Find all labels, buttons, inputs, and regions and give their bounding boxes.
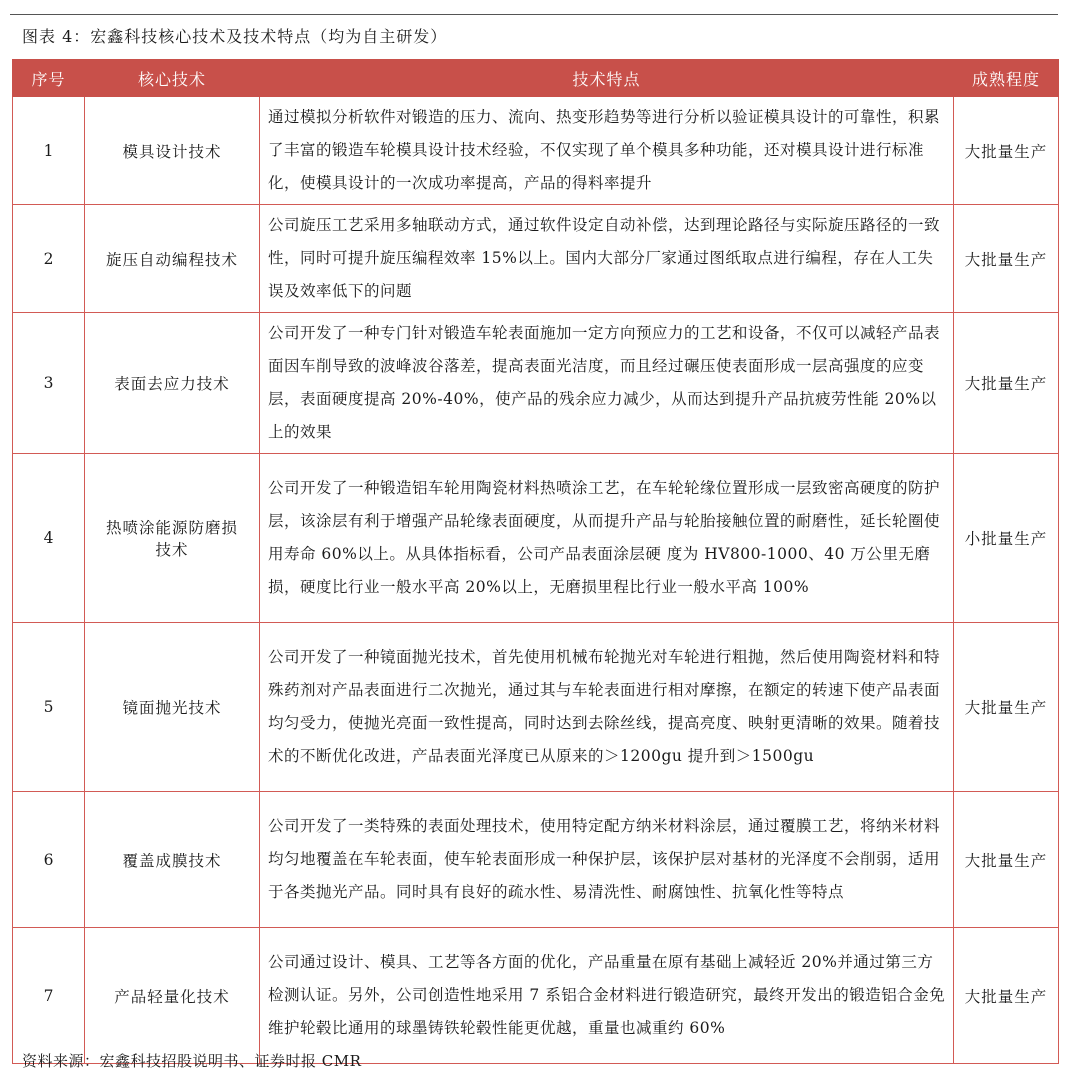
tech-description: 公司开发了一类特殊的表面处理技术，使用特定配方纳米材料涂层，通过覆膜工艺，将纳米材料均匀地覆盖在车轮表面，使车轮表面形成一种保护层，该保护层对基材的光泽度不会削弱，适用于各类抛光产品。同时具有良好的疏水性、易清洗性、耐腐蚀性、抗氧化性等特点 [260, 792, 954, 928]
table-row [13, 97, 1059, 205]
tech-description: 公司开发了一种镜面抛光技术，首先使用机械布轮抛光对车轮进行粗抛，然后使用陶瓷材料和特殊药剂对产品表面进行二次抛光，通过其与车轮表面进行相对摩擦，在额定的转速下使产品表面均匀受力，使抛光亮面一致性提高，同时达到去除丝线，提高亮度、映射更清晰的效果。随着技术的不断优化改进，产品表面光泽度已从原来的＞1200gu 提升到＞1500gu [260, 623, 954, 792]
table-row [13, 623, 1059, 792]
figure-caption: 图表 4：宏鑫科技核心技术及技术特点（均为自主研发） [22, 27, 448, 46]
tech-description: 通过模拟分析软件对锻造的压力、流向、热变形趋势等进行分析以验证模具设计的可靠性，积累了丰富的锻造车轮模具设计技术经验，不仅实现了单个模具多种功能，还对模具设计进行标准化，使模具设计的一次成功率提高，产品的得料率提升 [260, 97, 954, 205]
row-number: 5 [13, 623, 85, 792]
tech-description: 公司开发了一种锻造铝车轮用陶瓷材料热喷涂工艺，在车轮轮缘位置形成一层致密高硬度的防护层，该涂层有利于增强产品轮缘表面硬度，从而提升产品与轮胎接触位置的耐磨性，延长轮圈使用寿命 60%以上。从具体指标看，公司产品表面涂层硬 度为 HV800-1000、40 万公里无磨损，硬度比行业一般水平高 20%以上，无磨损里程比行业一般水平高 100% [260, 454, 954, 623]
maturity: 大批量生产 [954, 205, 1059, 313]
core-tech: 模具设计技术 [85, 97, 260, 205]
table-row [13, 313, 1059, 454]
header-tech: 核心技术 [85, 60, 260, 97]
core-tech: 产品轻量化技术 [85, 928, 260, 1064]
row-number: 7 [13, 928, 85, 1064]
header-maturity: 成熟程度 [954, 60, 1059, 97]
row-number: 3 [13, 313, 85, 454]
header-desc: 技术特点 [260, 60, 954, 97]
row-number: 2 [13, 205, 85, 313]
maturity: 大批量生产 [954, 928, 1059, 1064]
table-row [13, 205, 1059, 313]
core-tech: 覆盖成膜技术 [85, 792, 260, 928]
maturity: 大批量生产 [954, 623, 1059, 792]
table-row [13, 928, 1059, 1064]
maturity: 大批量生产 [954, 792, 1059, 928]
row-number: 1 [13, 97, 85, 205]
tech-description: 公司旋压工艺采用多轴联动方式，通过软件设定自动补偿，达到理论路径与实际旋压路径的一致性，同时可提升旋压编程效率 15%以上。国内大部分厂家通过图纸取点进行编程，存在人工失误及效率低下的问题 [260, 205, 954, 313]
source-note: 资料来源：宏鑫科技招股说明书、证券时报 CMR [22, 1052, 362, 1070]
tech-table-container [12, 59, 1058, 1064]
table-row [13, 454, 1059, 623]
row-number: 4 [13, 454, 85, 623]
maturity: 大批量生产 [954, 97, 1059, 205]
maturity: 小批量生产 [954, 454, 1059, 623]
core-tech: 热喷涂能源防磨损技术 [85, 454, 260, 623]
core-tech: 旋压自动编程技术 [85, 205, 260, 313]
header-no: 序号 [13, 60, 85, 97]
tech-description: 公司通过设计、模具、工艺等各方面的优化，产品重量在原有基础上减轻近 20%并通过第三方检测认证。另外，公司创造性地采用 7 系铝合金材料进行锻造研究，最终开发出的锻造铝合金免维护轮毂比通用的球墨铸铁轮毂性能更优越，重量也减重约 60% [260, 928, 954, 1064]
core-tech: 镜面抛光技术 [85, 623, 260, 792]
row-number: 6 [13, 792, 85, 928]
tech-description: 公司开发了一种专门针对锻造车轮表面施加一定方向预应力的工艺和设备，不仅可以减轻产品表面因车削导致的波峰波谷落差，提高表面光洁度，而且经过碾压使表面形成一层高强度的应变层，表面硬度提高 20%-40%，使产品的残余应力减少，从而达到提升产品抗疲劳性能 20%以上的效果 [260, 313, 954, 454]
table-row [13, 792, 1059, 928]
table-header-row [13, 60, 1059, 97]
top-rule [10, 14, 1058, 15]
tech-table [12, 59, 1059, 1064]
maturity: 大批量生产 [954, 313, 1059, 454]
core-tech: 表面去应力技术 [85, 313, 260, 454]
